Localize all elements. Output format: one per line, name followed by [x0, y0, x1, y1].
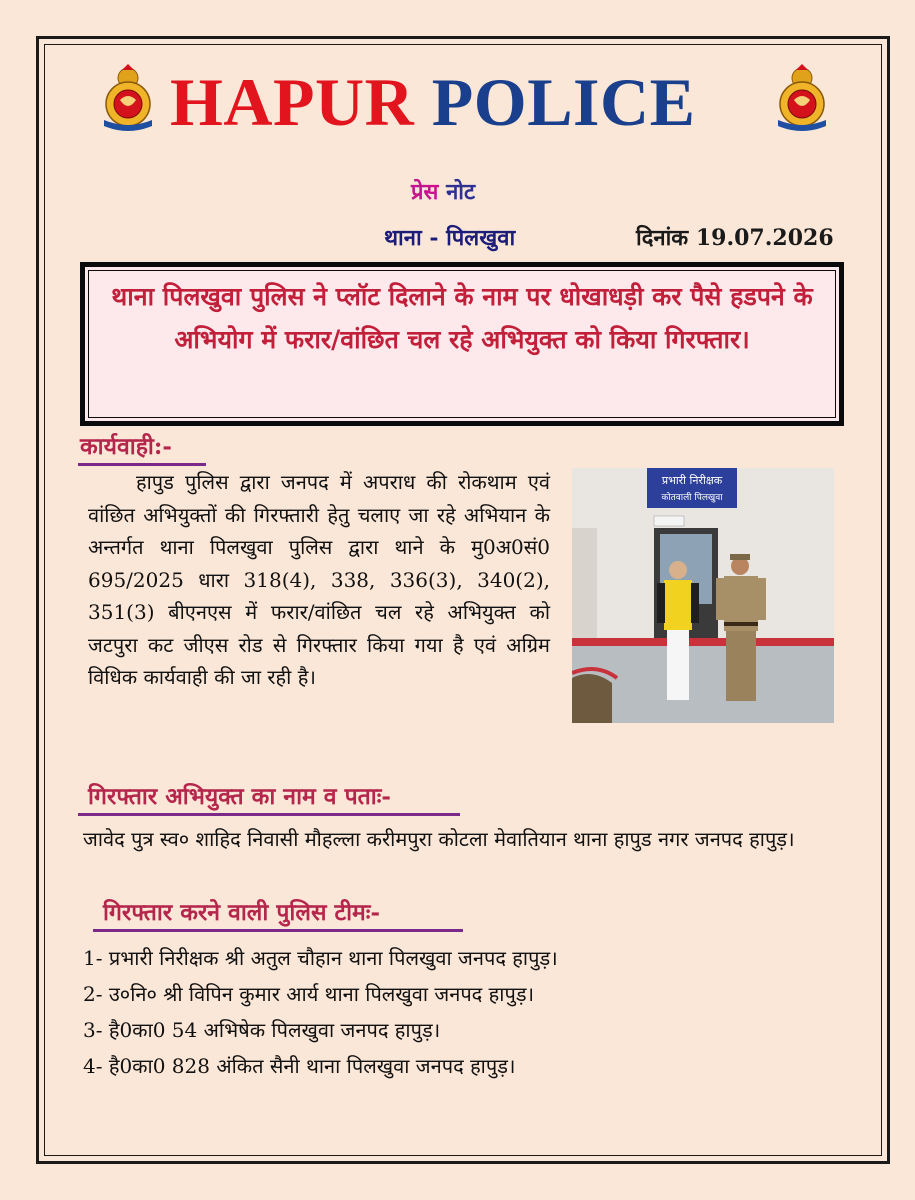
action-body: हापुड पुलिस द्वारा जनपद में अपराध की रोकथाम एवं वांछित अभियुक्तों की गिरफ्तारी हेतु चलाए जा रहे अभियान के अन्तर्गत थाना पिलखुवा पुलिस द्वारा थाने के मु0अ0सं0 695/2025 धारा 318(4), 338, 336(3), 340(2), 351(3) बीएनएस में फरार/वांछित चल रहे अभियुक्त को जटपुरा कट जीएस रोड से गिरफ्तार किया गया है एवं अग्रिम विधिक कार्यवाही की जा रही है। [88, 470, 550, 689]
station-name: थाना - पिलखुवा [384, 225, 516, 251]
masthead-title [170, 66, 760, 138]
accused-heading: गिरफ्तार अभियुक्त का नाम व पताः- [88, 783, 391, 810]
up-police-emblem-left [92, 60, 164, 132]
signboard-line2: कोतवाली पिलखुवा [661, 493, 723, 503]
team-list [83, 940, 558, 1084]
arrest-photo [572, 468, 834, 723]
press-word: प्रेस [411, 179, 439, 205]
team-heading-underline [93, 929, 463, 932]
signboard-line1: प्रभारी निरीक्षक [661, 474, 723, 487]
masthead-hapur: HAPUR [170, 64, 415, 140]
headline-text: थाना पिलखुवा पुलिस ने प्लॉट दिलाने के नाम पर धोखाधड़ी कर पैसे हडपने के अभियोग में फरार/वांछित चल रहे अभियुक्त को किया गिरफ्तार। [111, 282, 813, 354]
press-note-label [411, 176, 475, 206]
headline-box [80, 262, 844, 426]
action-heading: कार्यवाही:- [80, 433, 172, 460]
masthead-police: POLICE [431, 64, 696, 140]
team-member: 3- है0का0 54 अभिषेक पिलखुवा जनपद हापुड़। [83, 1018, 441, 1042]
team-member: 2- उ०नि० श्री विपिन कुमार आर्य थाना पिलखुवा जनपद हापुड़। [83, 982, 535, 1006]
accused-heading-underline [78, 813, 460, 816]
team-heading: गिरफ्तार करने वाली पुलिस टीमः- [103, 899, 381, 926]
note-word: नोट [446, 179, 476, 205]
press-date: दिनांक 19.07.2026 [636, 225, 834, 251]
accused-details: जावेद पुत्र स्व० शाहिद निवासी मौहल्ला करीमपुरा कोटला मेवातियान थाना हापुड नगर जनपद हापुड़। [83, 827, 795, 851]
team-member: 4- है0का0 828 अंकित सैनी थाना पिलखुवा जनपद हापुड़। [83, 1054, 516, 1078]
action-body-text [88, 466, 550, 694]
up-police-emblem-right [766, 60, 838, 132]
team-member: 1- प्रभारी निरीक्षक श्री अतुल चौहान थाना पिलखुवा जनपद हापुड़। [83, 946, 558, 970]
